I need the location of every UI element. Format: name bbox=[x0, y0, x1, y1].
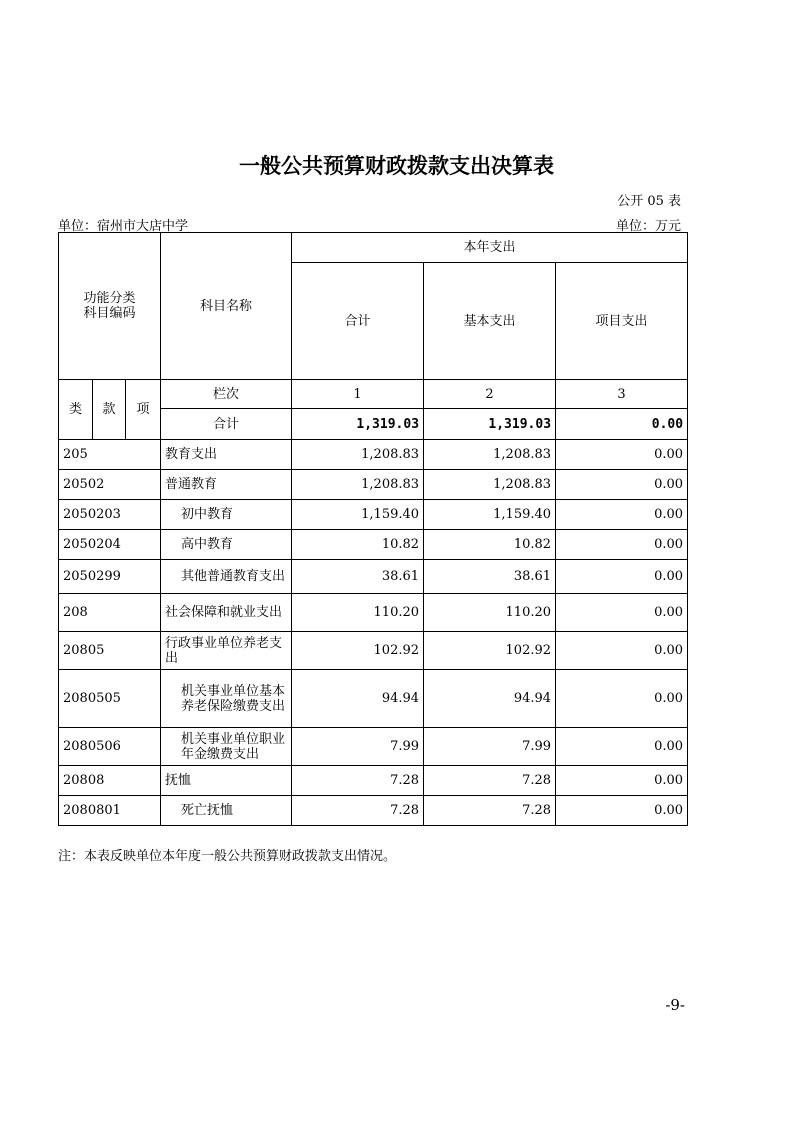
header-kuan: 款 bbox=[93, 380, 126, 440]
header-subject-name: 科目名称 bbox=[161, 233, 292, 380]
header-col-order: 栏次 bbox=[161, 380, 292, 409]
row-name: 行政事业单位养老支出 bbox=[161, 632, 292, 670]
table-row bbox=[59, 670, 688, 728]
header-project: 项目支出 bbox=[556, 263, 688, 380]
row-code: 2080506 bbox=[59, 728, 161, 766]
row-total: 1,159.40 bbox=[292, 500, 424, 530]
form-number: 公开 05 表 bbox=[617, 194, 681, 209]
table-row bbox=[59, 530, 688, 560]
row-total: 7.28 bbox=[292, 766, 424, 796]
row-code: 2050204 bbox=[59, 530, 161, 560]
row-project: 0.00 bbox=[556, 796, 688, 826]
row-name: 初中教育 bbox=[161, 500, 292, 530]
row-project: 0.00 bbox=[556, 470, 688, 500]
row-project: 0.00 bbox=[556, 766, 688, 796]
table-row bbox=[59, 440, 688, 470]
row-name: 抚恤 bbox=[161, 766, 292, 796]
unit-currency: 单位：万元 bbox=[615, 219, 681, 234]
row-code: 2080801 bbox=[59, 796, 161, 826]
expense-table bbox=[58, 232, 688, 826]
row-project: 0.00 bbox=[556, 500, 688, 530]
table-row bbox=[59, 470, 688, 500]
row-basic: 10.82 bbox=[424, 530, 556, 560]
row-basic: 94.94 bbox=[424, 670, 556, 728]
total-label: 合计 bbox=[161, 409, 292, 440]
table-row bbox=[59, 500, 688, 530]
page-number: -9- bbox=[665, 996, 685, 1014]
row-name: 高中教育 bbox=[161, 530, 292, 560]
total-amount: 1,319.03 bbox=[292, 409, 424, 440]
row-basic: 1,208.83 bbox=[424, 440, 556, 470]
col-index-2: 2 bbox=[424, 380, 556, 409]
row-project: 0.00 bbox=[556, 530, 688, 560]
table-row bbox=[59, 796, 688, 826]
row-name: 其他普通教育支出 bbox=[161, 560, 292, 594]
row-total: 94.94 bbox=[292, 670, 424, 728]
col-index-3: 3 bbox=[556, 380, 688, 409]
row-basic: 1,159.40 bbox=[424, 500, 556, 530]
col-index-1: 1 bbox=[292, 380, 424, 409]
row-total: 1,208.83 bbox=[292, 470, 424, 500]
unit-organization: 单位：宿州市大店中学 bbox=[58, 219, 189, 234]
table-note: 注：本表反映单位本年度一般公共预算财政拨款支出情况。 bbox=[58, 849, 397, 864]
row-basic: 110.20 bbox=[424, 594, 556, 632]
row-total: 7.99 bbox=[292, 728, 424, 766]
row-total: 38.61 bbox=[292, 560, 424, 594]
row-name: 死亡抚恤 bbox=[161, 796, 292, 826]
row-total: 1,208.83 bbox=[292, 440, 424, 470]
row-project: 0.00 bbox=[556, 560, 688, 594]
header-lei: 类 bbox=[59, 380, 93, 440]
header-year-expense: 本年支出 bbox=[292, 233, 688, 263]
row-basic: 7.99 bbox=[424, 728, 556, 766]
row-code: 2050203 bbox=[59, 500, 161, 530]
row-name: 教育支出 bbox=[161, 440, 292, 470]
row-code: 208 bbox=[59, 594, 161, 632]
row-project: 0.00 bbox=[556, 440, 688, 470]
row-basic: 38.61 bbox=[424, 560, 556, 594]
row-code: 20805 bbox=[59, 632, 161, 670]
row-code: 2080505 bbox=[59, 670, 161, 728]
row-total: 110.20 bbox=[292, 594, 424, 632]
row-total: 102.92 bbox=[292, 632, 424, 670]
row-name: 普通教育 bbox=[161, 470, 292, 500]
header-xiang: 项 bbox=[126, 380, 161, 440]
row-basic: 7.28 bbox=[424, 766, 556, 796]
row-project: 0.00 bbox=[556, 632, 688, 670]
total-project: 0.00 bbox=[556, 409, 688, 440]
table-row bbox=[59, 728, 688, 766]
row-name: 机关事业单位职业年金缴费支出 bbox=[161, 728, 292, 766]
row-basic: 7.28 bbox=[424, 796, 556, 826]
row-code: 20502 bbox=[59, 470, 161, 500]
total-basic: 1,319.03 bbox=[424, 409, 556, 440]
row-basic: 102.92 bbox=[424, 632, 556, 670]
page-title: 一般公共预算财政拨款支出决算表 bbox=[239, 154, 554, 178]
row-total: 7.28 bbox=[292, 796, 424, 826]
row-total: 10.82 bbox=[292, 530, 424, 560]
header-func-class: 功能分类 科目编码 bbox=[59, 233, 161, 380]
row-code: 20808 bbox=[59, 766, 161, 796]
table-row bbox=[59, 594, 688, 632]
row-project: 0.00 bbox=[556, 670, 688, 728]
row-code: 2050299 bbox=[59, 560, 161, 594]
row-basic: 1,208.83 bbox=[424, 470, 556, 500]
row-code: 205 bbox=[59, 440, 161, 470]
row-name: 机关事业单位基本养老保险缴费支出 bbox=[161, 670, 292, 728]
table-row bbox=[59, 766, 688, 796]
header-basic: 基本支出 bbox=[424, 263, 556, 380]
row-project: 0.00 bbox=[556, 594, 688, 632]
table-row bbox=[59, 560, 688, 594]
row-name: 社会保障和就业支出 bbox=[161, 594, 292, 632]
row-project: 0.00 bbox=[556, 728, 688, 766]
table-row bbox=[59, 632, 688, 670]
header-total: 合计 bbox=[292, 263, 424, 380]
